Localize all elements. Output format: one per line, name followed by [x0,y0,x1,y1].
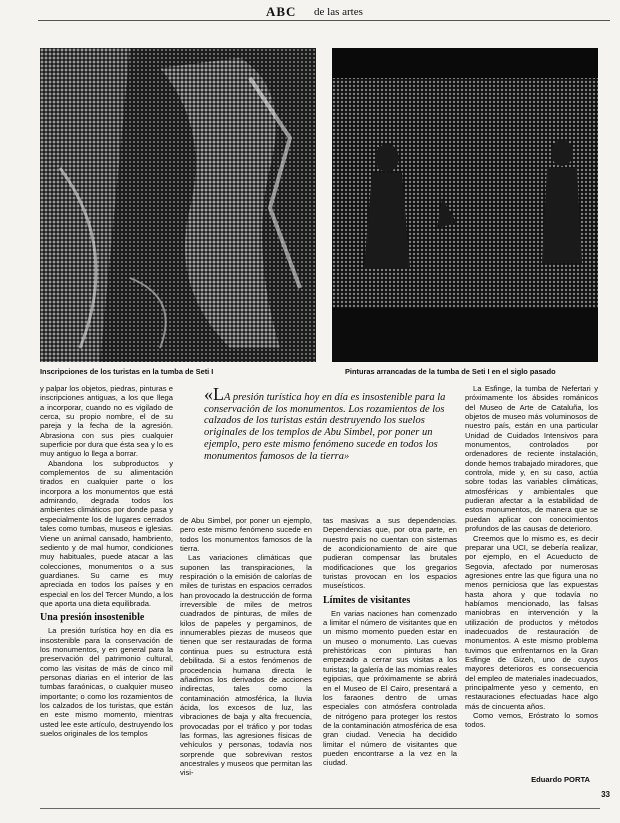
paragraph: Creemos que lo mismo es, es decir preparar una UCI, se debería realizar, por ejemplo, en el Acueducto de Segovia, afectado por numerosas agresiones entre las que figura una no menos perniciosa que las expuestas hasta ahora y que todavía no habíamos mencionado, las falsas maniobras en intervención y la utilización de productos y métodos inadecuados de restauración de monumentos. A este mismo problema tuvimos que enfrentarnos en la Gran Esfinge de Gizeh, uno de cuyos mayores deterioros es consecuencia del empleo de materiales inadecuados, principalmente yeso y cemento, en restauraciones efectuadas hace algo más de cincuenta años. [465,533,598,711]
paragraph: de Abu Simbel, por poner un ejemplo, pero este mismo fenómeno sucede en todos los monumentos famosos de la tierra. [180,516,312,554]
caption-left: Inscripciones de los turistas en la tumba de Seti I [40,367,214,376]
paragraph: En varias naciones han comenzado a limitar el número de visitantes que en un mismo momento pueden estar en un museo o monumento. Las cuevas prehistóricas con pinturas han empezado a cerrar sus visitas a los turistas; la galería de las momias reales egipcias, que próximamente se abrirá en el Museo de El Cairo, presentará a los faraones dentro de urnas especiales con atmósfera controlada de nitrógeno para proteger los restos de la contaminación atmosférica de esa gran ciudad. Venecia ha decidido limitar el número de visitantes que pueden encontrarse a la vez en la ciudad. [323,608,457,768]
subheading: Una presión insostenible [40,612,145,624]
masthead [38,4,610,21]
photo-tomb-paintings [332,48,598,362]
article-column-3 [323,516,457,768]
article-column-4 [465,384,598,730]
pull-quote-text: A presión turística hoy en día es insostenible para la conservación de los monumentos. Los rozamientos de los calzados de los turistas están destruyendo los suelos originales de los templos de Abu Simbel, por poner un ejemplo, pero este mismo fenómeno sucede en todos los monumentos famosos de la tierra» [204,392,446,462]
publication-logo: ABC [266,4,297,19]
subheading: Límites de visitantes [323,594,411,606]
article-column-1 [40,384,173,738]
paragraph: La presión turística hoy en día es insostenible para la conservación de los monumentos, y en general para la preservación del patrimonio cultural, como las visitas de más de cinco mil personas diarias en el interior de las tumbas faraónicas, o cualquier museo importante; o como los rozamientos de los calzados de los turistas, que están en este mismo momento, mientras usted lee este artículo, destruyendo los suelos originales de los templos [40,626,173,739]
paragraph: La Esfinge, la tumba de Nefertari y próximamente los ábsides románicos del Museo de Arte de Cataluña, los objetos de museo más voluminosos de nuestro país, están en una particular Unidad de Cuidados Intensivos para monumentos, controlados por ordenadores de reciente instalación, donde hemos trabajado miradores, que controla, mide y, en su caso, actúa sobre todas las variables climáticas, atmosféricas y ambientales que pudieran afectar a la estabilidad de estos monumentos, de manera que se puedan aplicar con conocimientos profundos de las causas de deterioro. [465,384,598,534]
page-number: 33 [601,790,610,799]
paragraph: y palpar los objetos, piedras, pinturas e inscripciones antiguas, a los que llega a incorporar, cuando no es vigilado de cerca, su propio nombre, el de su pareja y la fecha de la agresión. Abrasiona con sus pies cualquier superficie por dura que ésta sea y lo es muy antiguo lo llega a borrar. [40,384,173,459]
paragraph: Como vemos, Eróstrato lo somos todos. [465,711,598,730]
tomb-inscriptions-photo-graphic [40,48,316,362]
paragraph: tas masivas a sus dependencias. Dependencias que, por otra parte, en nuestro país no cuentan con sistemas de acondicionamiento de aire que pudieran compensar las brutales modificaciones que los gregarios turistas provocan en los espacios museísticos. [323,516,457,591]
paragraph: Las variaciones climáticas que suponen las transpiraciones, la respiración o la emisión de calorías de miles de turistas en espacios cerrados han provocado la destrucción de forma irreversible de miles de metros cuadrados de pinturas, de miles de kilos de papeles y pergaminos, de innumerables piezas de museos que tienen que ser restauradas de forma continua pues su estructura está debilitada. Si a estos fenómenos de procedencia humana directa le añadimos los derivados de acciones indirectas, tales como la contaminación atmosférica, la lluvia ácida, los excesos de luz, las vibraciones de baja y alta frecuencia, provocadas por el tráfico y por todas las formas, las agresiones físicas de vehículos y personas, todavía nos sorprende que sobrevivan restos ancestrales y museos que permitan las visi- [180,553,312,778]
tomb-paintings-photo-graphic [332,48,598,362]
bottom-rule [40,808,600,809]
caption-right: Pinturas arrancadas de la tumba de Seti I en el siglo pasado [345,367,556,376]
photo-tomb-inscriptions [40,48,316,362]
pull-quote-open: «L [204,384,224,404]
pull-quote [204,384,454,462]
author-signature: Eduardo PORTA [531,775,590,784]
section-title: de las artes [314,6,363,18]
paragraph: Abandona los subproductos y complementos de su alimentación tirados en cualquier parte o los incorpora a los monumentos que está admirando, degrada todos los ambientes climáticos por donde pasa y especialmente los de lugares cerrados tales como tumbas, museos e iglesias. Viene un animal cansado, hambriento, sediento y de mal humor, condiciones muy habituales, puede atacar a las colecciones, monumentos o a sus guardianes. Su carne es muy apreciada en todos los países y en especial en los del Tercer Mundo, a los que aporta una dieta equilibrada. [40,458,173,608]
article-column-2 [180,516,312,778]
